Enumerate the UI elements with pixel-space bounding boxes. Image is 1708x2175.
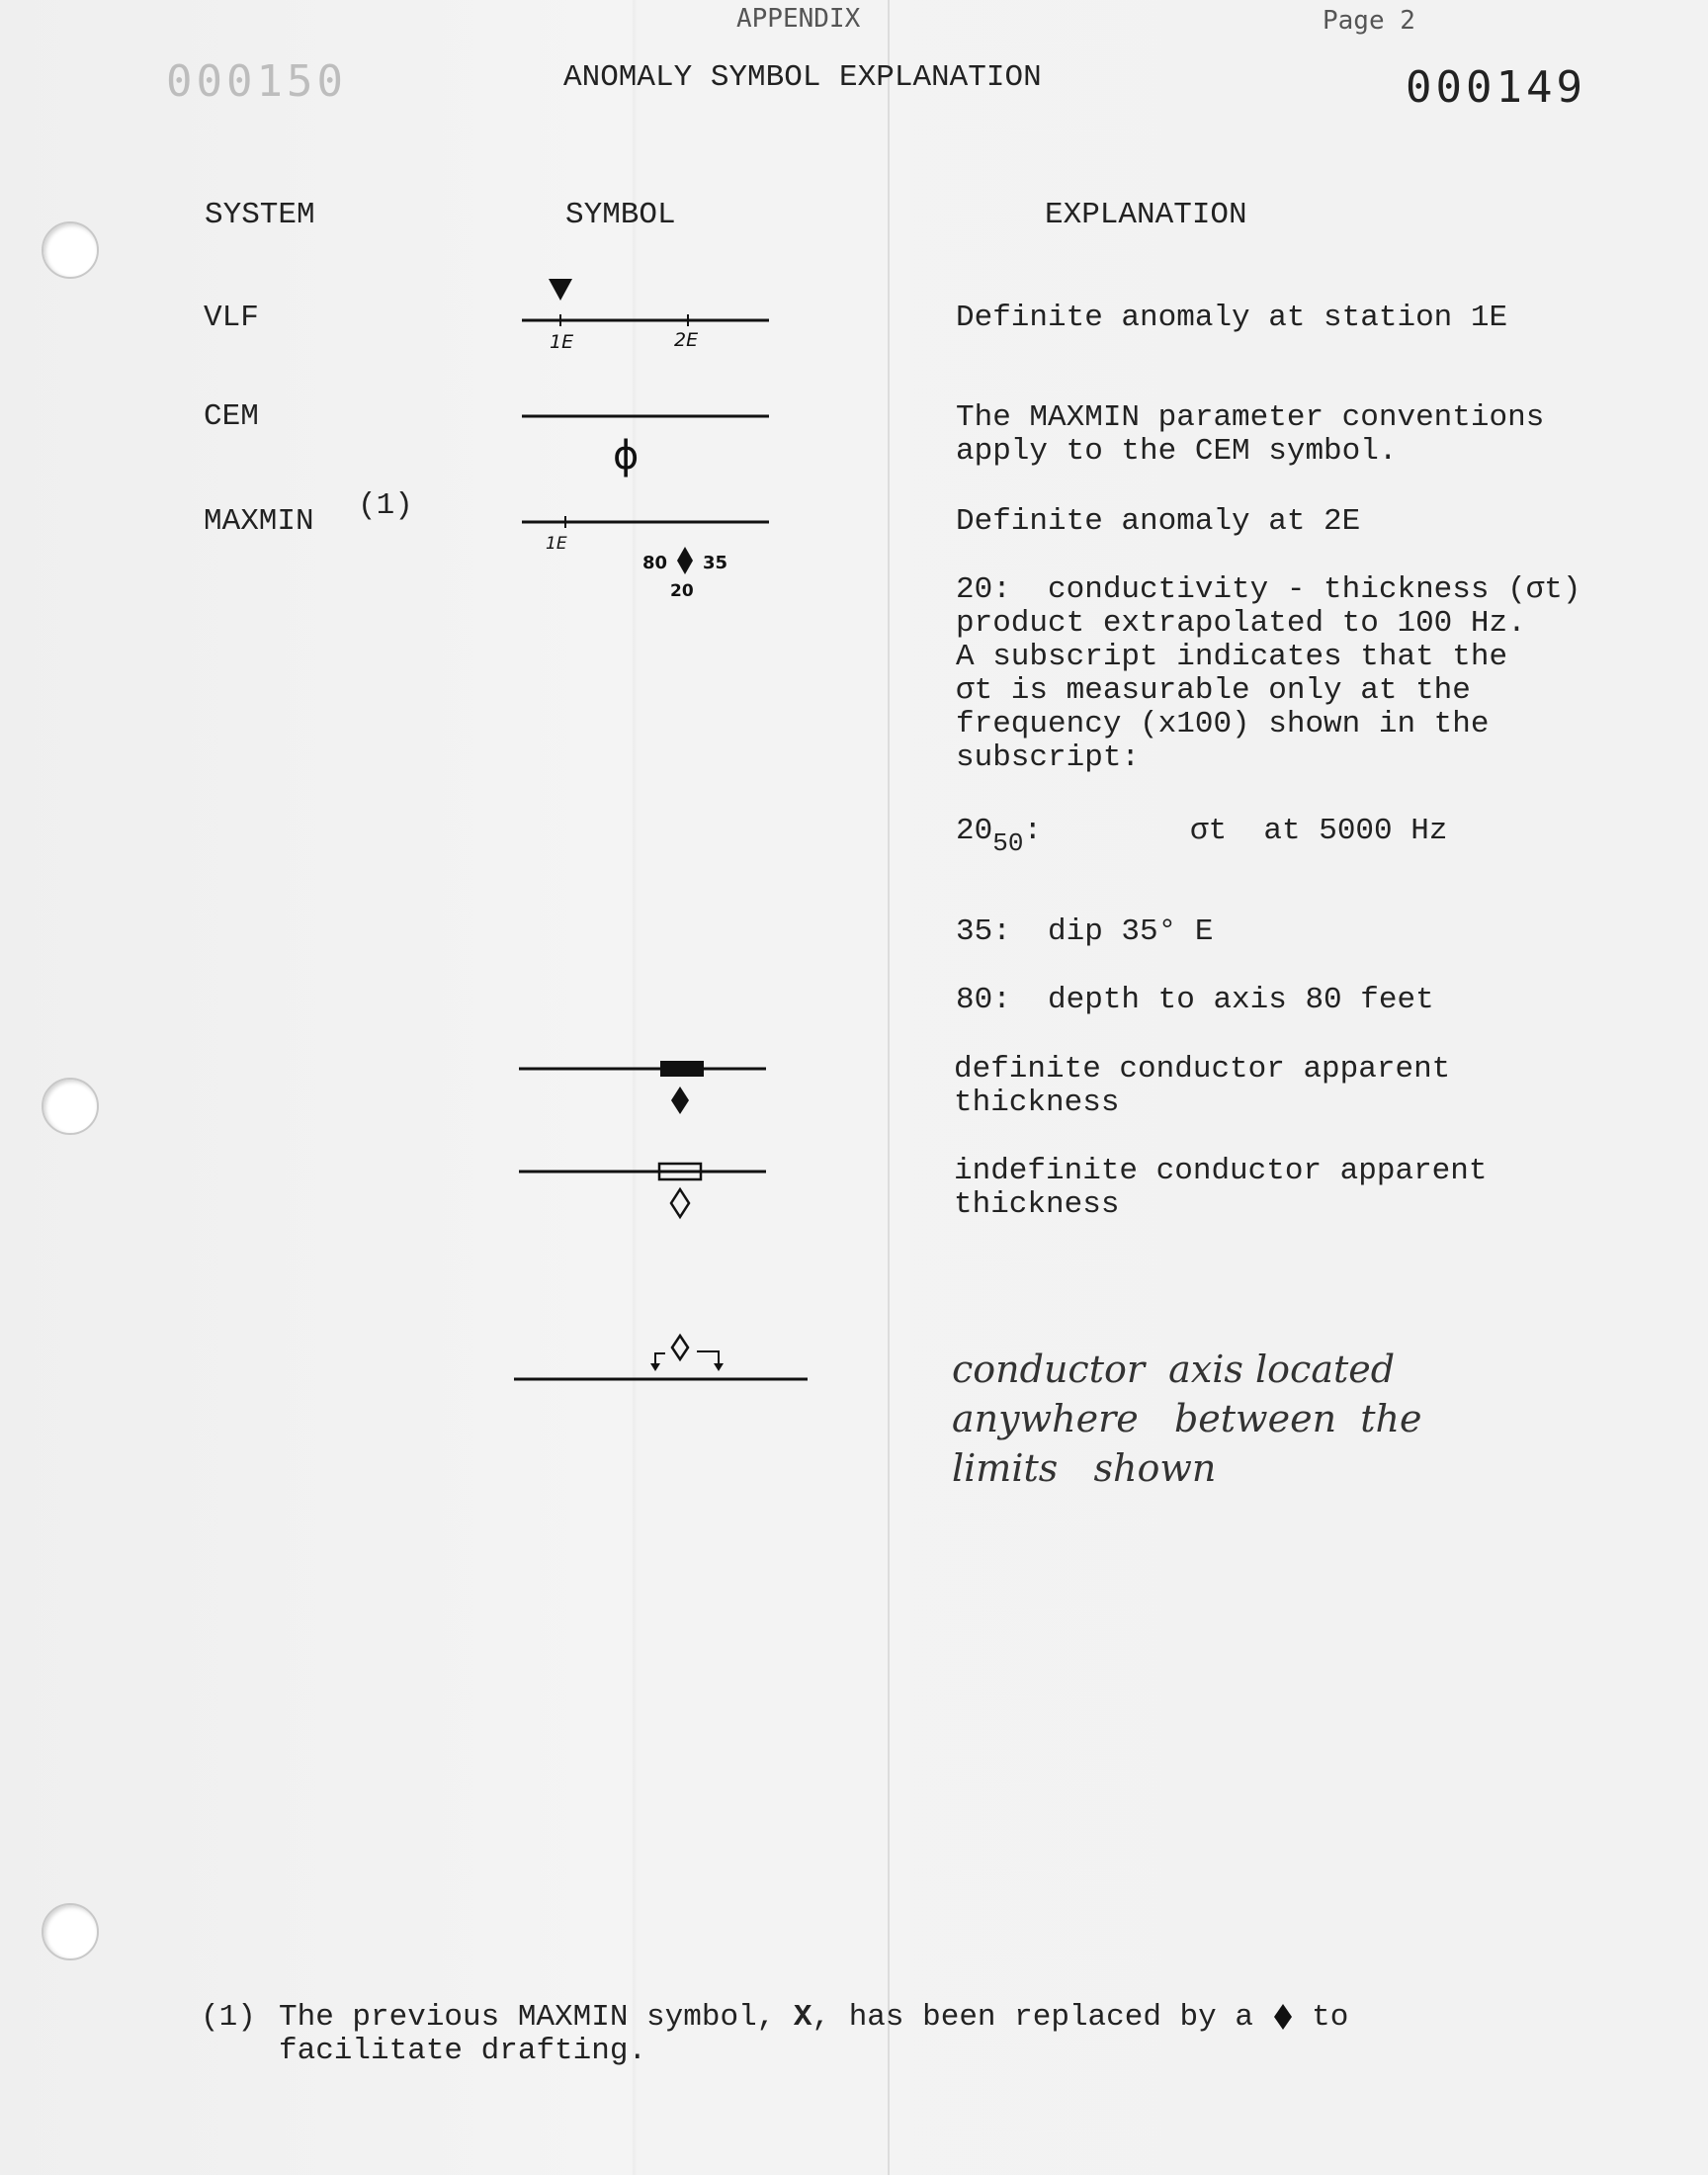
- system-vlf: VLF: [204, 301, 259, 335]
- axis-located-explanation: conductor axis located anywhere between the limits shown: [952, 1348, 1422, 1490]
- subscript-explanation: [956, 814, 1448, 858]
- definite-conductor-symbol: [514, 1053, 781, 1122]
- cem-symbol: [514, 403, 781, 478]
- binder-hole-top: [42, 221, 99, 279]
- filled-thickness-bar: [660, 1061, 704, 1077]
- axis-limits-symbol: [509, 1330, 815, 1389]
- subscript-base: 20: [956, 814, 993, 848]
- subscript-value: 50: [992, 828, 1024, 858]
- footnote-line-1: [279, 2001, 1348, 2035]
- vlf-label-2e: 2E: [674, 329, 699, 351]
- footnote-marker: (1): [201, 2000, 256, 2035]
- page-title: ANOMALY SYMBOL EXPLANATION: [563, 60, 1042, 95]
- page-number: Page 2: [1323, 6, 1415, 36]
- vlf-label-1e: 1E: [550, 331, 574, 353]
- binder-hole-middle: [42, 1078, 99, 1135]
- vlf-symbol: [514, 275, 781, 354]
- appendix-label: APPENDIX: [736, 4, 861, 34]
- maxmin-label-1e: 1E: [546, 534, 567, 554]
- binder-hole-bottom: [42, 1903, 99, 1960]
- cem-explanation: The MAXMIN parameter conventions apply to the CEM symbol.: [956, 400, 1545, 469]
- system-cem: CEM: [204, 399, 259, 434]
- footnote-line-2: facilitate drafting.: [279, 2034, 647, 2068]
- indefinite-conductor-explanation: indefinite conductor apparent thickness: [954, 1154, 1488, 1222]
- column-header-symbol: SYMBOL: [565, 198, 676, 232]
- open-diamond-icon: [672, 1336, 688, 1359]
- maxmin-label-35: 35: [703, 553, 728, 573]
- conductivity-explanation: 20: conductivity - thickness (σt) product extrapolated to 100 Hz. A subscript indicates that the σt is measurable only at the frequency (x100) shown in the subscript:: [956, 572, 1581, 775]
- maxmin-label-20: 20: [670, 581, 694, 601]
- maxmin-explanation: Definite anomaly at 2E: [956, 504, 1361, 539]
- diamond-icon: [677, 547, 693, 574]
- subscript-colon: :: [1023, 814, 1043, 848]
- column-header-system: SYSTEM: [205, 198, 315, 232]
- dip-explanation: 35: dip 35° E: [956, 914, 1214, 949]
- subscript-description: σt at 5000 Hz: [1190, 814, 1448, 848]
- open-diamond-icon: [671, 1189, 689, 1217]
- column-header-explanation: EXPLANATION: [1045, 198, 1247, 232]
- faded-doc-number: 000150: [166, 56, 347, 107]
- footnote-text-a: The previous MAXMIN symbol,: [279, 2000, 794, 2035]
- maxmin-label-80: 80: [642, 553, 668, 573]
- footnote-text-c: to: [1293, 2000, 1349, 2035]
- phi-icon: ϕ: [613, 433, 640, 478]
- doc-number: 000149: [1406, 62, 1586, 113]
- diamond-icon: [1272, 2002, 1294, 2032]
- indefinite-conductor-symbol: [514, 1155, 781, 1224]
- maxmin-symbol: [514, 504, 781, 603]
- maxmin-footnote-ref: (1): [358, 488, 413, 523]
- definite-conductor-explanation: definite conductor apparent thickness: [954, 1052, 1451, 1120]
- old-maxmin-symbol: X: [793, 2000, 812, 2035]
- depth-explanation: 80: depth to axis 80 feet: [956, 983, 1434, 1017]
- page-fold: [888, 0, 890, 2175]
- vlf-explanation: Definite anomaly at station 1E: [956, 301, 1508, 335]
- footnote-text-b: , has been replaced by a: [811, 2000, 1272, 2035]
- system-maxmin: MAXMIN: [204, 504, 314, 539]
- right-limit-arrowhead: [714, 1363, 724, 1371]
- diamond-icon: [671, 1087, 689, 1114]
- triangle-marker-icon: [549, 279, 572, 301]
- left-limit-arrowhead: [650, 1363, 660, 1371]
